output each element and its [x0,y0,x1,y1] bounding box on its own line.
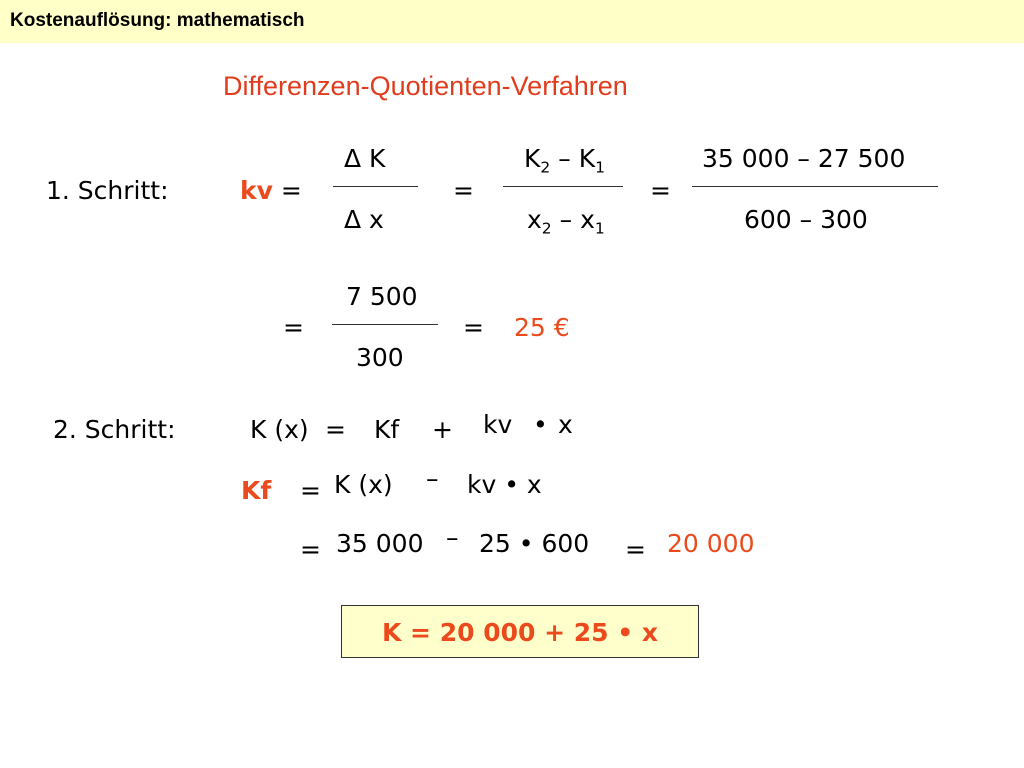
kv-expression [240,176,302,205]
fraction-bar-k [503,186,623,187]
x-difference: $x_2 - x_1$ [527,205,605,238]
denominator-values: 600 – 300 [744,205,868,234]
final-formula: K = 20 000 + 25 • x [381,618,659,647]
k-difference: $K_2 - K_1$ [524,144,605,177]
kv-label: kv [240,176,273,205]
numerator-7500: 7 500 [346,282,418,311]
kx-term: K (x) [250,415,309,444]
kv-x-term: kv • x [467,470,542,499]
delta-k: Δ K [344,144,386,173]
minus-sign-1: – [426,464,439,493]
kv-equals: = [280,176,302,205]
value-25-600: 25 • 600 [479,529,590,558]
kf-term: Kf [374,415,400,444]
plus-sign: + [432,415,453,444]
equals-3: = [283,313,304,342]
x-term: x [558,410,573,439]
equals-4: = [463,313,484,342]
fraction-bar-values [692,186,938,187]
kf-label: Kf [241,476,272,505]
equals-1: = [453,176,474,205]
kv-term: kv [483,410,513,439]
kx-term-2: K (x) [334,470,393,499]
value-35000: 35 000 [336,529,424,558]
equals-7: = [300,535,321,564]
step2-label: 2. Schritt: [53,415,176,444]
multiply-dot: • [533,410,548,439]
fraction-bar-delta [333,186,418,187]
equals-2: = [650,176,671,205]
kv-result: 25 € [514,313,570,342]
fraction-bar-7500 [332,324,438,325]
step1-label: 1. Schritt: [46,176,169,205]
slide-title: Differenzen-Quotienten-Verfahren [223,71,628,101]
equals-8: = [625,535,646,564]
denominator-300: 300 [356,343,404,372]
header-title: Kostenauflösung: mathematisch [10,10,305,31]
delta-x: Δ x [344,205,384,234]
kf-result: 20 000 [667,529,755,558]
numerator-values: 35 000 – 27 500 [702,144,906,173]
minus-sign-2: – [446,523,459,552]
equals-6: = [300,476,321,505]
equals-5: = [325,415,346,444]
